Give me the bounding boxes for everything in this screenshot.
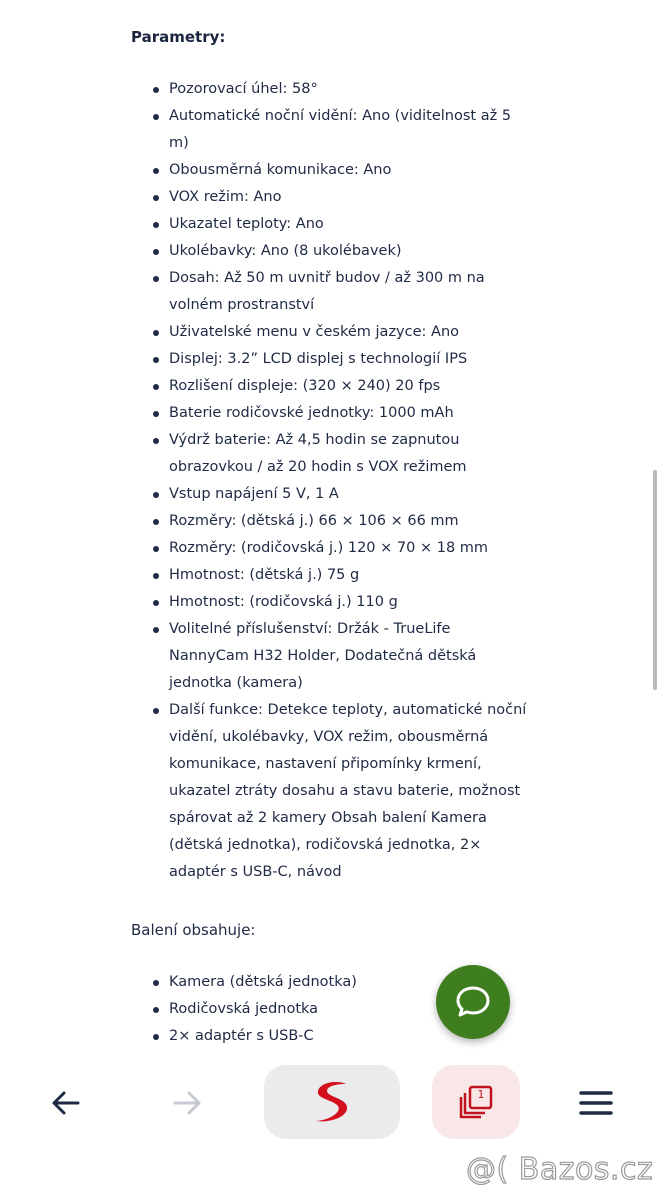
list-item: 2× adaptér s USB-C [131,1023,531,1050]
tabs-icon [459,1085,493,1119]
forward-button[interactable] [165,1081,209,1125]
list-item: Rozlišení displeje: (320 × 240) 20 fps [131,373,531,400]
list-item: Vstup napájení 5 V, 1 A [131,481,531,508]
list-item: Uživatelské menu v českém jazyce: Ano [131,319,531,346]
list-item: Baterie rodičovské jednotky: 1000 mAh [131,400,531,427]
hamburger-menu-icon [579,1090,613,1116]
list-item: Další funkce: Detekce teploty, automatické noční vidění, ukolébavky, VOX režim, obousměrná komunikace, nastavení připomínky krmení, ukazatel ztráty dosahu a stavu baterie, možnost spárovat až 2 kamery Obsah balení Kamera (dětská jednotka), rodičovská jednotka, 2× adaptér s USB-C, návod [131,697,531,886]
menu-button[interactable] [574,1081,618,1125]
browser-toolbar [0,1055,664,1150]
params-heading: Parametry: [131,28,226,46]
list-item: Ukolébavky: Ano (8 ukolébavek) [131,238,531,265]
scrollbar[interactable] [653,470,657,690]
seznam-logo-icon [310,1079,354,1125]
list-item: Hmotnost: (rodičovská j.) 110 g [131,589,531,616]
tabs-button[interactable] [432,1065,520,1139]
list-item: Kamera (dětská jednotka) [131,969,531,996]
list-item: Dosah: Až 50 m uvnitř budov / až 300 m na volném prostranství [131,265,531,319]
list-item: Displej: 3.2” LCD displej s technologií IPS [131,346,531,373]
list-item: Ukazatel teploty: Ano [131,211,531,238]
list-item: Rodičovská jednotka [131,996,531,1023]
back-button[interactable] [44,1081,88,1125]
chat-button[interactable] [436,965,510,1039]
listing-description [131,25,531,1077]
arrow-right-icon [172,1088,202,1118]
chat-bubble-icon [453,982,493,1022]
params-list [131,76,531,886]
list-item: Hmotnost: (dětská j.) 75 g [131,562,531,589]
package-heading: Balení obsahuje: [131,921,256,939]
list-item: Rozměry: (rodičovská j.) 120 × 70 × 18 mm [131,535,531,562]
tabs-count: 1 [477,1088,485,1101]
list-item: Obousměrná komunikace: Ano [131,157,531,184]
list-item: Pozorovací úhel: 58° [131,76,531,103]
home-button[interactable] [264,1065,400,1139]
list-item: VOX režim: Ano [131,184,531,211]
list-item: Volitelné příslušenství: Držák - TrueLife NannyCam H32 Holder, Dodatečná dětská jednotka (kamera) [131,616,531,697]
list-item: Výdrž baterie: Až 4,5 hodin se zapnutou obrazovkou / až 20 hodin s VOX režimem [131,427,531,481]
arrow-left-icon [51,1088,81,1118]
list-item: Automatické noční vidění: Ano (viditelnost až 5 m) [131,103,531,157]
list-item: Rozměry: (dětská j.) 66 × 106 × 66 mm [131,508,531,535]
watermark: @( Bazos.cz [466,1152,654,1187]
